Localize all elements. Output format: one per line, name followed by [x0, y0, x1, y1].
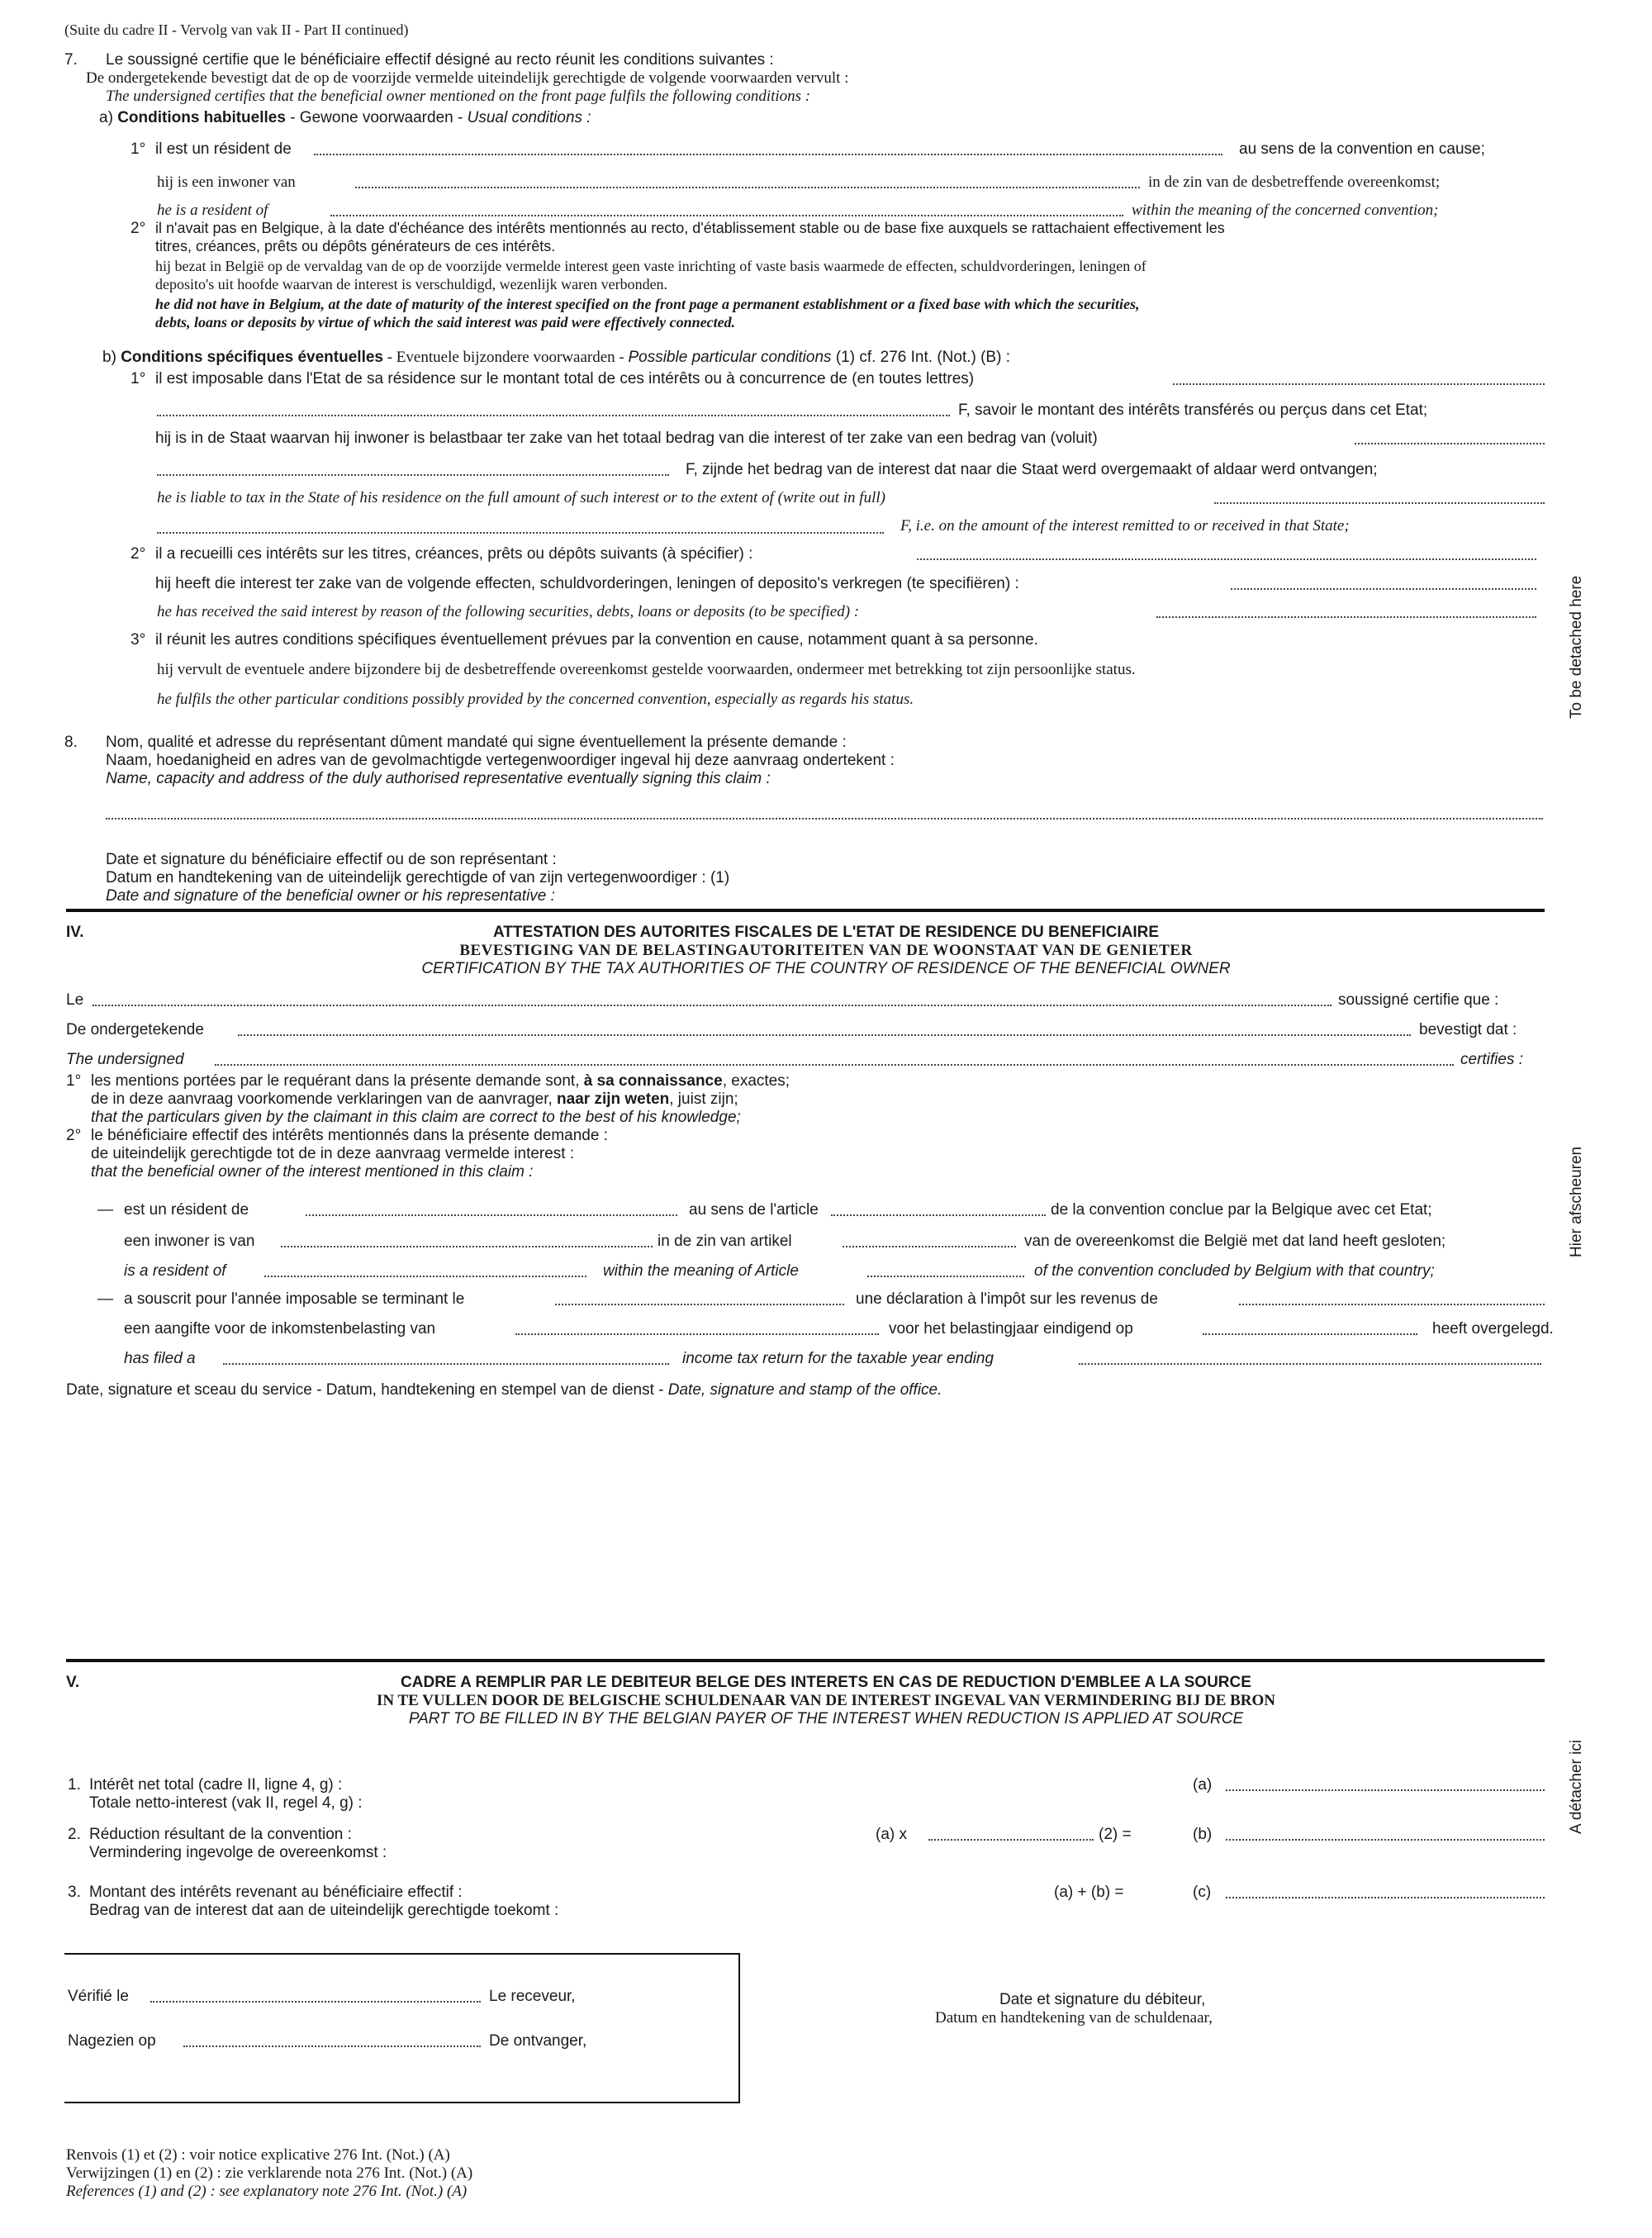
section7a-title-fr: Conditions habituelles: [117, 109, 286, 126]
section7-intro-nl: De ondergetekende bevestigt dat de op de voorzijde vermelde uiteindelijk gerechtigde de volgende voorwaarden vervult :: [86, 69, 849, 87]
continued-header: (Suite du cadre II - Vervolg van vak II - Part II continued): [64, 21, 409, 38]
section7b-title-fr: Conditions spécifiques éventuelles: [121, 349, 383, 366]
section-divider-2: [66, 1659, 1545, 1662]
footer-en: References (1) and (2) : see explanatory note 276 Int. (Not.) (A): [66, 2183, 468, 2200]
item2-fr: Réduction résultant de la convention :: [89, 1826, 352, 1843]
detach-label-fr: A détacher ici: [1568, 1739, 1585, 1834]
de-field[interactable]: [238, 1034, 1411, 1036]
b2-nl-label: hij heeft die interest ter zake van de volgende effecten, schuldvorderingen, leningen of deposito's verkregen (te specifiëren) :: [155, 575, 1019, 592]
receiver-fr: Le receveur,: [489, 1988, 576, 2005]
item2-formula-a: (a) x: [876, 1826, 907, 1843]
a1-fr-end: au sens de la convention en cause;: [1239, 140, 1485, 158]
p1-fr-c: , exactes;: [722, 1072, 790, 1090]
p2-number: 2°: [66, 1127, 82, 1144]
b1-nl-field[interactable]: [1355, 443, 1545, 444]
r1-en-a: is a resident of: [124, 1262, 226, 1280]
r1-en-field1[interactable]: [264, 1276, 586, 1277]
b1-fr-field[interactable]: [1173, 383, 1545, 385]
item2-tag: (b): [1193, 1826, 1213, 1843]
item3-fr: Montant des intérêts revenant au bénéficiaire effectif :: [89, 1884, 463, 1901]
b1-en-end: F, i.e. on the amount of the interest remitted to or received in that State;: [900, 517, 1350, 535]
item3-tag: (c): [1193, 1884, 1212, 1901]
b3-nl: hij vervult de eventuele andere bijzondere bij de desbetreffende overeenkomst gestelde voorwaarden, ondermeer met betrekking tot zijn persoonlijke status.: [157, 661, 1136, 678]
r1-fr-b: au sens de l'article: [689, 1201, 819, 1219]
p1-fr-a: les mentions portées par le requérant dans la présente demande sont,: [91, 1072, 584, 1090]
r1-nl-b: in de zin van artikel: [657, 1233, 792, 1250]
r1-nl-c: van de overeenkomst die België met dat land heeft gesloten;: [1024, 1233, 1446, 1250]
section8-en: Name, capacity and address of the duly authorised representative eventually signing this claim :: [106, 770, 771, 787]
a1-en-field[interactable]: [330, 215, 1123, 216]
p1-nl: [91, 1090, 738, 1109]
section7a-label: a): [99, 109, 113, 126]
section4-title-nl: BEVESTIGING VAN DE BELASTINGAUTORITEITEN VAN DE WOONSTAAT VAN DE GENIETER: [459, 942, 1193, 959]
a1-number: 1°: [131, 140, 146, 158]
a2-number: 2°: [131, 220, 146, 237]
section7b-label: b): [102, 349, 116, 366]
r1-nl-a: een inwoner is van: [124, 1233, 255, 1250]
r1-fr-field2[interactable]: [831, 1214, 1046, 1216]
b1-nl-label: hij is in de Staat waarvan hij inwoner is belastbaar ter zake van het totaal bedrag van die interest of ter zake van een bedrag van (voluit): [155, 430, 1098, 447]
section7a-title-en: Usual conditions :: [467, 109, 591, 126]
b3-en: he fulfils the other particular conditions possibly provided by the concerned convention, especially as regards his status.: [157, 691, 914, 708]
section7b-title-nl: - Eventuele bijzondere voorwaarden -: [382, 349, 629, 366]
item1-number: 1.: [68, 1776, 81, 1794]
b1-nl-field2[interactable]: [157, 474, 669, 476]
b1-fr-end: F, savoir le montant des intérêts transférés ou perçus dans cet Etat;: [958, 402, 1428, 419]
item3-field[interactable]: [1226, 1897, 1545, 1898]
b3-number: 3°: [131, 631, 146, 649]
section8-nl: Naam, hoedanigheid en adres van de gevolmachtigde vertegenwoordiger ingeval hij deze aanvraag ondertekent :: [106, 752, 895, 769]
r2-nl-field1[interactable]: [515, 1333, 879, 1335]
section7-number: 7.: [64, 51, 78, 69]
b2-number: 2°: [131, 545, 146, 563]
section5-number: V.: [66, 1674, 80, 1691]
section7a-heading: [99, 109, 591, 127]
signature-en: Date and signature of the beneficial owner or his representative :: [106, 887, 555, 905]
section7a-title-nl: - Gewone voorwaarden -: [285, 109, 468, 126]
a1-fr-label: il est un résident de: [155, 140, 292, 158]
section7b-heading: [102, 349, 1010, 367]
b2-en-label: he has received the said interest by reason of the following securities, debts, loans or deposits (to be specified) :: [157, 603, 860, 620]
verified-label: Vérifié le: [68, 1988, 129, 2005]
r2-nl-c: heeft overgelegd.: [1432, 1320, 1554, 1338]
b1-fr-field2[interactable]: [157, 415, 950, 416]
b1-nl-end: F, zijnde het bedrag van de interest dat naar die Staat werd overgemaakt of aldaar werd ontvangen;: [686, 461, 1378, 478]
b2-fr-field[interactable]: [917, 558, 1536, 560]
p2-en: that the beneficial owner of the interest mentioned in this claim :: [91, 1163, 534, 1181]
r1-fr-field1[interactable]: [306, 1214, 677, 1216]
b1-en-field[interactable]: [1214, 502, 1545, 504]
a1-fr-field[interactable]: [314, 154, 1222, 155]
item2-rate-field[interactable]: [928, 1839, 1094, 1841]
p1-nl-c: , juist zijn;: [669, 1090, 738, 1108]
r1-nl-field1[interactable]: [281, 1246, 653, 1247]
r2-fr-b: une déclaration à l'impôt sur les revenus de: [856, 1290, 1158, 1308]
item2-formula-b: (2) =: [1099, 1826, 1132, 1843]
checked-date-field[interactable]: [183, 2046, 481, 2047]
the-end: certifies :: [1460, 1051, 1524, 1068]
p1-nl-b: naar zijn weten: [557, 1090, 670, 1108]
item3-formula: (a) + (b) =: [1054, 1884, 1124, 1901]
item2-number: 2.: [68, 1826, 81, 1843]
b2-en-field[interactable]: [1156, 616, 1536, 618]
stamp-label-en: Date, signature and stamp of the office.: [667, 1381, 942, 1399]
footer-nl: Verwijzingen (1) en (2) : zie verklarende nota 276 Int. (Not.) (A): [66, 2164, 473, 2182]
r1-fr-a: est un résident de: [124, 1201, 249, 1219]
r1-en-field2[interactable]: [867, 1276, 1024, 1277]
r2-fr-a: a souscrit pour l'année imposable se terminant le: [124, 1290, 465, 1308]
a2-en-line1: he did not have in Belgium, at the date of maturity of the interest specified on the front page a permanent establishment or a fixed base with which the securities,: [155, 296, 1140, 312]
debtor-signature-fr: Date et signature du débiteur,: [999, 1991, 1206, 2008]
le-end: soussigné certifie que :: [1338, 991, 1499, 1009]
debtor-signature-nl: Datum en handtekening van de schuldenaar,: [935, 2009, 1213, 2027]
r1-en-c: of the convention concluded by Belgium with that country;: [1034, 1262, 1435, 1280]
p1-number: 1°: [66, 1072, 82, 1090]
section7b-title-en: Possible particular conditions: [628, 349, 832, 366]
section5-title-en: PART TO BE FILLED IN BY THE BELGIAN PAYER OF THE INTEREST WHEN REDUCTION IS APPLIED AT SOURCE: [408, 1710, 1244, 1727]
le-field[interactable]: [93, 1005, 1332, 1006]
a2-fr-line2: titres, créances, prêts ou dépôts générateurs de ces intérêts.: [155, 238, 556, 254]
section-divider: [66, 909, 1545, 912]
r2-en-a: has filed a: [124, 1350, 196, 1367]
de-label: De ondergetekende: [66, 1021, 204, 1038]
signature-fr: Date et signature du bénéficiaire effectif ou de son représentant :: [106, 851, 557, 868]
a1-en-label: he is a resident of: [157, 202, 268, 219]
p2-fr: le bénéficiaire effectif des intérêts mentionnés dans la présente demande :: [91, 1127, 608, 1144]
the-field[interactable]: [215, 1064, 1454, 1066]
section4-number: IV.: [66, 924, 84, 941]
b1-number: 1°: [131, 370, 146, 387]
b3-fr: il réunit les autres conditions spécifiques éventuellement prévues par la convention en cause, notamment quant à sa personne.: [155, 631, 1038, 649]
b2-nl-field[interactable]: [1231, 588, 1536, 590]
representative-field[interactable]: [106, 818, 1543, 820]
r1-nl-field2[interactable]: [843, 1246, 1016, 1247]
p1-fr: [91, 1072, 790, 1090]
stamp-label-fr-nl: Date, signature et sceau du service - Datum, handtekening en stempel van de dienst -: [66, 1381, 668, 1399]
item2-nl: Vermindering ingevolge de overeenkomst :: [89, 1844, 387, 1861]
stamp-label: [66, 1381, 942, 1399]
a1-nl-label: hij is een inwoner van: [157, 173, 296, 191]
r2-en-field1[interactable]: [223, 1363, 669, 1365]
a1-en-end: within the meaning of the concerned convention;: [1132, 202, 1439, 219]
item3-nl: Bedrag van de interest dat aan de uiteindelijk gerechtigde toekomt :: [89, 1902, 559, 1919]
section4-title-en: CERTIFICATION BY THE TAX AUTHORITIES OF THE COUNTRY OF RESIDENCE OF THE BENEFICIAL OWNER: [421, 960, 1231, 977]
the-label: The undersigned: [66, 1051, 184, 1068]
section7b-ref: (1) cf. 276 Int. (Not.) (B) :: [831, 349, 1010, 366]
b2-fr-label: il a recueilli ces intérêts sur les titres, créances, prêts ou dépôts suivants (à spécifier) :: [155, 545, 753, 563]
detach-label-en: To be detached here: [1568, 575, 1585, 719]
b1-en-field2[interactable]: [157, 532, 884, 534]
r2-nl-field2[interactable]: [1203, 1333, 1417, 1335]
a1-nl-field[interactable]: [355, 187, 1140, 188]
verification-box: [64, 1953, 740, 2103]
item3-number: 3.: [68, 1884, 81, 1901]
r2-fr-field1[interactable]: [555, 1304, 844, 1305]
signature-nl: Datum en handtekening van de uiteindelijk gerechtigde of van zijn vertegenwoordiger : (1): [106, 869, 730, 886]
r2-fr-field2[interactable]: [1239, 1304, 1545, 1305]
p1-fr-b: à sa connaissance: [583, 1072, 723, 1090]
le-label: Le: [66, 991, 84, 1009]
section7-intro-en: The undersigned certifies that the beneficial owner mentioned on the front page fulfils the following conditions :: [106, 88, 811, 105]
r2-nl-b: voor het belastingjaar eindigend op: [889, 1320, 1133, 1338]
section8-fr: Nom, qualité et adresse du représentant dûment mandaté qui signe éventuellement la présente demande :: [106, 734, 847, 751]
p1-en: that the particulars given by the claimant in this claim are correct to the best of his knowledge;: [91, 1109, 741, 1126]
item1-field[interactable]: [1226, 1789, 1545, 1791]
r2-en-b: income tax return for the taxable year ending: [682, 1350, 995, 1367]
item2-field[interactable]: [1226, 1839, 1545, 1841]
footer-fr: Renvois (1) et (2) : voir notice explicative 276 Int. (Not.) (A): [66, 2146, 450, 2164]
receiver-nl: De ontvanger,: [489, 2032, 587, 2050]
b1-en-label: he is liable to tax in the State of his residence on the full amount of such interest or to the extent of (write out in full): [157, 489, 885, 506]
r2-dash: —: [97, 1290, 113, 1308]
r1-fr-c: de la convention conclue par la Belgique avec cet Etat;: [1051, 1201, 1432, 1219]
r2-en-field2[interactable]: [1079, 1363, 1541, 1365]
section7-intro-fr: Le soussigné certifie que le bénéficiaire effectif désigné au recto réunit les conditions suivantes :: [106, 51, 774, 69]
a2-nl-line1: hij bezat in België op de vervaldag van de op de voorzijde vermelde interest geen vaste inrichting of vaste basis waarmede de effecten, schuldvorderingen, leningen of: [155, 258, 1146, 274]
section4-title-fr: ATTESTATION DES AUTORITES FISCALES DE L'ETAT DE RESIDENCE DU BENEFICIAIRE: [492, 924, 1160, 941]
checked-label: Nagezien op: [68, 2032, 156, 2050]
a2-en-line2: debts, loans or deposits by virtue of which the said interest was paid were effectively connected.: [155, 314, 736, 330]
section5-title-fr: CADRE A REMPLIR PAR LE DEBITEUR BELGE DES INTERETS EN CAS DE REDUCTION D'EMBLEE A LA SOURCE: [401, 1674, 1251, 1691]
a2-fr-line1: il n'avait pas en Belgique, à la date d'échéance des intérêts mentionnés au recto, d'établissement stable ou de base fixe auxquels se rattachaient effectivement les: [155, 220, 1225, 236]
r2-nl-a: een aangifte voor de inkomstenbelasting van: [124, 1320, 436, 1338]
de-end: bevestigt dat :: [1419, 1021, 1517, 1038]
item1-nl: Totale netto-interest (vak II, regel 4, g) :: [89, 1794, 363, 1812]
item1-fr: Intérêt net total (cadre II, ligne 4, g) :: [89, 1776, 343, 1794]
detach-label-nl: Hier afscheuren: [1568, 1146, 1585, 1257]
r1-dash: —: [97, 1201, 113, 1219]
p2-nl: de uiteindelijk gerechtigde tot de in deze aanvraag vermelde interest :: [91, 1145, 575, 1162]
b1-fr-label: il est imposable dans l'Etat de sa résidence sur le montant total de ces intérêts ou à concurrence de (en toutes lettres): [155, 370, 975, 387]
r1-en-b: within the meaning of Article: [603, 1262, 799, 1280]
section8-number: 8.: [64, 734, 78, 751]
item1-tag: (a): [1193, 1776, 1213, 1794]
section5-title-nl: IN TE VULLEN DOOR DE BELGISCHE SCHULDENAAR VAN DE INTEREST INGEVAL VAN VERMINDERING BIJ DE BRON: [376, 1692, 1276, 1709]
p1-nl-a: de in deze aanvraag voorkomende verklaringen van de aanvrager,: [91, 1090, 558, 1108]
a1-nl-end: in de zin van de desbetreffende overeenkomst;: [1148, 173, 1441, 191]
verified-date-field[interactable]: [150, 2001, 481, 2003]
a2-nl-line2: deposito's uit hoofde waarvan de interest is verschuldigd, wezenlijk waren verbonden.: [155, 276, 668, 292]
